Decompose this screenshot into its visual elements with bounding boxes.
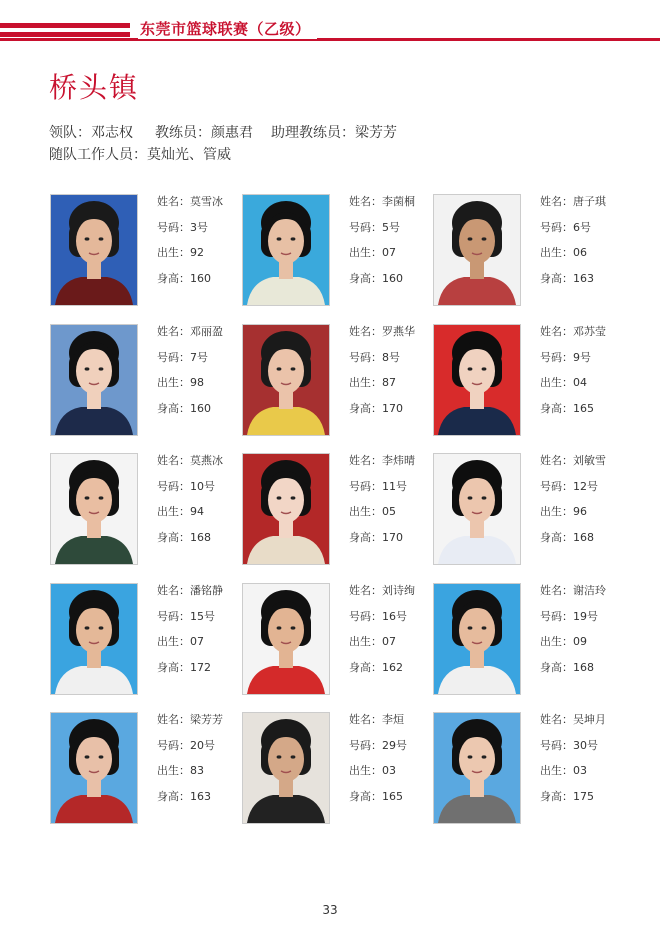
player-info (157, 325, 223, 427)
player-name: 邓丽盈 (190, 325, 223, 338)
player-number-label: 号码： (157, 479, 190, 493)
player-name-row (349, 713, 407, 739)
player-name: 刘敏雪 (573, 454, 606, 467)
player-name: 潘铭静 (190, 584, 223, 597)
player-number: 19号 (573, 609, 598, 623)
team-name: 桥头镇 (49, 71, 140, 104)
player-height-row (157, 531, 223, 557)
player-photo (243, 454, 329, 564)
player-name-row (349, 454, 415, 480)
player-name-label: 姓名： (157, 325, 190, 338)
player-name-label: 姓名： (157, 584, 190, 597)
player-height: 168 (573, 530, 594, 544)
player-name: 唐子琪 (573, 195, 606, 208)
player-birth: 07 (382, 635, 396, 648)
player-card (51, 325, 241, 440)
player-height-label: 身高： (540, 401, 573, 415)
player-number-label: 号码： (349, 609, 382, 623)
player-number-label: 号码： (157, 738, 190, 752)
player-birth-row (349, 505, 415, 531)
player-info (540, 713, 606, 815)
player-number-row (157, 221, 223, 247)
player-birth-label: 出生： (349, 376, 382, 389)
player-name: 罗燕华 (382, 325, 415, 338)
player-birth: 03 (573, 764, 587, 777)
player-name-label: 姓名： (349, 454, 382, 467)
player-birth-label: 出生： (349, 635, 382, 648)
player-info (157, 584, 223, 686)
player-name: 刘诗绚 (382, 584, 415, 597)
player-name: 吴坤月 (573, 713, 606, 726)
player-birth: 07 (190, 635, 204, 648)
player-height-row (157, 402, 223, 428)
staff-line-2: 随队工作人员：莫灿光、管威 (49, 147, 231, 163)
player-number-row (157, 739, 223, 765)
player-height-label: 身高： (540, 530, 573, 544)
player-birth: 09 (573, 635, 587, 648)
player-number-label: 号码： (157, 220, 190, 234)
player-height-row (540, 661, 606, 687)
player-number-row (349, 739, 407, 765)
player-birth-row (157, 635, 223, 661)
player-birth: 83 (190, 764, 204, 777)
player-name-row (540, 195, 606, 221)
player-birth-label: 出生： (349, 246, 382, 259)
player-card (243, 195, 433, 310)
player-birth-label: 出生： (157, 505, 190, 518)
player-number-label: 号码： (349, 479, 382, 493)
player-height: 160 (190, 271, 211, 285)
staff-line-1 (49, 122, 397, 142)
player-number-label: 号码： (157, 609, 190, 623)
player-number-label: 号码： (540, 479, 573, 493)
player-birth-row (349, 635, 415, 661)
player-height-row (157, 661, 223, 687)
player-height: 168 (190, 530, 211, 544)
player-birth: 96 (573, 505, 587, 518)
player-height-label: 身高： (349, 530, 382, 544)
player-card (243, 713, 433, 828)
player-card (51, 195, 241, 310)
player-height: 163 (573, 271, 594, 285)
player-name-label: 姓名： (349, 713, 382, 726)
player-info (349, 195, 415, 297)
player-info (349, 454, 415, 556)
player-number-row (540, 221, 606, 247)
player-name-label: 姓名： (540, 195, 573, 208)
player-height-row (349, 402, 415, 428)
team-coach: 教练员：颜惠君 (155, 125, 253, 141)
player-number: 10号 (190, 479, 215, 493)
player-birth-label: 出生： (157, 246, 190, 259)
player-birth-label: 出生： (540, 376, 573, 389)
player-name-label: 姓名： (540, 454, 573, 467)
player-height-row (540, 790, 606, 816)
player-card (434, 195, 624, 310)
player-birth-row (349, 376, 415, 402)
player-name-row (157, 195, 223, 221)
player-number-row (540, 739, 606, 765)
player-height-row (349, 661, 415, 687)
player-name-label: 姓名： (157, 713, 190, 726)
player-height-label: 身高： (349, 789, 382, 803)
player-birth-label: 出生： (349, 505, 382, 518)
player-birth: 87 (382, 376, 396, 389)
player-name: 李烜 (382, 713, 404, 726)
player-number-label: 号码： (540, 350, 573, 364)
player-name-row (349, 325, 415, 351)
player-birth-label: 出生： (349, 764, 382, 777)
player-photo (243, 325, 329, 435)
player-info (157, 454, 223, 556)
player-height-label: 身高： (540, 660, 573, 674)
player-birth-label: 出生： (540, 505, 573, 518)
assistant-coach: 助理教练员：梁芳芳 (271, 125, 397, 141)
player-name-row (540, 713, 606, 739)
player-birth-label: 出生： (540, 635, 573, 648)
player-birth-row (540, 376, 606, 402)
player-height: 168 (573, 660, 594, 674)
player-number-row (157, 480, 223, 506)
player-height-label: 身高： (157, 660, 190, 674)
player-birth-label: 出生： (157, 635, 190, 648)
player-name-label: 姓名： (540, 713, 573, 726)
player-info (349, 325, 415, 427)
player-info (157, 713, 223, 815)
player-photo (51, 195, 137, 305)
player-card (434, 325, 624, 440)
player-height: 175 (573, 789, 594, 803)
player-number: 29号 (382, 738, 407, 752)
player-photo (243, 584, 329, 694)
player-height-label: 身高： (157, 789, 190, 803)
player-photo (434, 454, 520, 564)
player-height-label: 身高： (349, 271, 382, 285)
player-number: 11号 (382, 479, 407, 493)
player-birth-row (540, 635, 606, 661)
player-height: 162 (382, 660, 403, 674)
player-number-row (540, 610, 606, 636)
player-number: 20号 (190, 738, 215, 752)
header-rule (0, 23, 130, 28)
player-photo (51, 713, 137, 823)
player-birth: 92 (190, 246, 204, 259)
player-number-label: 号码： (349, 220, 382, 234)
player-birth-label: 出生： (157, 376, 190, 389)
player-card (243, 584, 433, 699)
player-name-row (157, 454, 223, 480)
player-photo (243, 195, 329, 305)
player-name: 莫雪冰 (190, 195, 223, 208)
player-number: 7号 (190, 350, 208, 364)
player-number: 12号 (573, 479, 598, 493)
player-number-row (157, 351, 223, 377)
player-height-row (349, 531, 415, 557)
player-name-row (157, 584, 223, 610)
player-height-label: 身高： (349, 660, 382, 674)
player-height-label: 身高： (157, 530, 190, 544)
player-name-row (349, 195, 415, 221)
player-card (51, 713, 241, 828)
player-photo (51, 454, 137, 564)
player-name-row (540, 325, 606, 351)
player-name-label: 姓名： (349, 325, 382, 338)
player-height-label: 身高： (540, 271, 573, 285)
player-card (434, 584, 624, 699)
player-info (157, 195, 223, 297)
player-birth: 94 (190, 505, 204, 518)
player-name: 邓苏莹 (573, 325, 606, 338)
player-birth: 04 (573, 376, 587, 389)
player-card (434, 713, 624, 828)
player-number-label: 号码： (157, 350, 190, 364)
player-info (540, 584, 606, 686)
player-number: 6号 (573, 220, 591, 234)
player-birth-row (157, 505, 223, 531)
player-number-row (349, 480, 415, 506)
player-name-label: 姓名： (157, 454, 190, 467)
player-card (51, 454, 241, 569)
player-height: 160 (190, 401, 211, 415)
player-birth: 07 (382, 246, 396, 259)
player-name-row (157, 325, 223, 351)
player-birth-row (540, 246, 606, 272)
player-height: 160 (382, 271, 403, 285)
player-photo (51, 325, 137, 435)
player-birth-row (157, 376, 223, 402)
player-height: 163 (190, 789, 211, 803)
player-height: 172 (190, 660, 211, 674)
player-number-row (540, 480, 606, 506)
player-birth-label: 出生： (157, 764, 190, 777)
player-photo (434, 325, 520, 435)
player-name-row (540, 584, 606, 610)
player-info (540, 325, 606, 427)
player-height: 170 (382, 530, 403, 544)
player-name-label: 姓名： (540, 584, 573, 597)
player-name-row (540, 454, 606, 480)
player-info (349, 584, 415, 686)
player-number-row (157, 610, 223, 636)
page-number: 33 (322, 903, 338, 917)
player-birth: 05 (382, 505, 396, 518)
player-info (540, 195, 606, 297)
header-rule (0, 38, 660, 41)
player-height-row (540, 531, 606, 557)
player-number-label: 号码： (540, 738, 573, 752)
player-height-row (157, 790, 223, 816)
player-number-row (540, 351, 606, 377)
player-number: 9号 (573, 350, 591, 364)
player-height: 165 (573, 401, 594, 415)
player-info (349, 713, 407, 815)
player-number: 5号 (382, 220, 400, 234)
player-height: 170 (382, 401, 403, 415)
player-number-row (349, 610, 415, 636)
player-number: 30号 (573, 738, 598, 752)
header-rule (0, 32, 130, 37)
player-number: 3号 (190, 220, 208, 234)
league-title: 东莞市篮球联赛（乙级） (138, 19, 317, 39)
player-number-label: 号码： (349, 738, 382, 752)
player-card (51, 584, 241, 699)
player-card (434, 454, 624, 569)
player-birth-row (157, 764, 223, 790)
player-number: 15号 (190, 609, 215, 623)
player-number-row (349, 221, 415, 247)
player-height-label: 身高： (157, 401, 190, 415)
player-number-label: 号码： (349, 350, 382, 364)
player-number: 8号 (382, 350, 400, 364)
team-leader: 领队：邓志权 (49, 125, 133, 141)
player-photo (434, 713, 520, 823)
player-name-label: 姓名： (349, 584, 382, 597)
player-name: 莫燕冰 (190, 454, 223, 467)
player-name: 谢洁玲 (573, 584, 606, 597)
player-photo (434, 584, 520, 694)
player-name-row (349, 584, 415, 610)
player-number-label: 号码： (540, 609, 573, 623)
player-birth-row (349, 764, 407, 790)
player-photo (243, 713, 329, 823)
player-birth-row (540, 764, 606, 790)
player-number-label: 号码： (540, 220, 573, 234)
player-card (243, 454, 433, 569)
player-name-label: 姓名： (540, 325, 573, 338)
player-birth-row (540, 505, 606, 531)
player-height-row (540, 272, 606, 298)
player-birth-label: 出生： (540, 246, 573, 259)
player-height-label: 身高： (540, 789, 573, 803)
player-height-row (349, 272, 415, 298)
player-birth-label: 出生： (540, 764, 573, 777)
player-name: 梁芳芳 (190, 713, 223, 726)
player-birth: 03 (382, 764, 396, 777)
player-height-row (349, 790, 407, 816)
player-height-row (157, 272, 223, 298)
player-name: 李菌桐 (382, 195, 415, 208)
player-birth: 98 (190, 376, 204, 389)
player-number-row (349, 351, 415, 377)
player-birth-row (157, 246, 223, 272)
player-name-label: 姓名： (349, 195, 382, 208)
player-number: 16号 (382, 609, 407, 623)
player-name-label: 姓名： (157, 195, 190, 208)
player-height: 165 (382, 789, 403, 803)
player-name: 李炜晴 (382, 454, 415, 467)
player-photo (51, 584, 137, 694)
player-height-label: 身高： (349, 401, 382, 415)
player-birth: 06 (573, 246, 587, 259)
player-card (243, 325, 433, 440)
player-name-row (157, 713, 223, 739)
player-height-label: 身高： (157, 271, 190, 285)
player-info (540, 454, 606, 556)
player-birth-row (349, 246, 415, 272)
player-photo (434, 195, 520, 305)
player-height-row (540, 402, 606, 428)
